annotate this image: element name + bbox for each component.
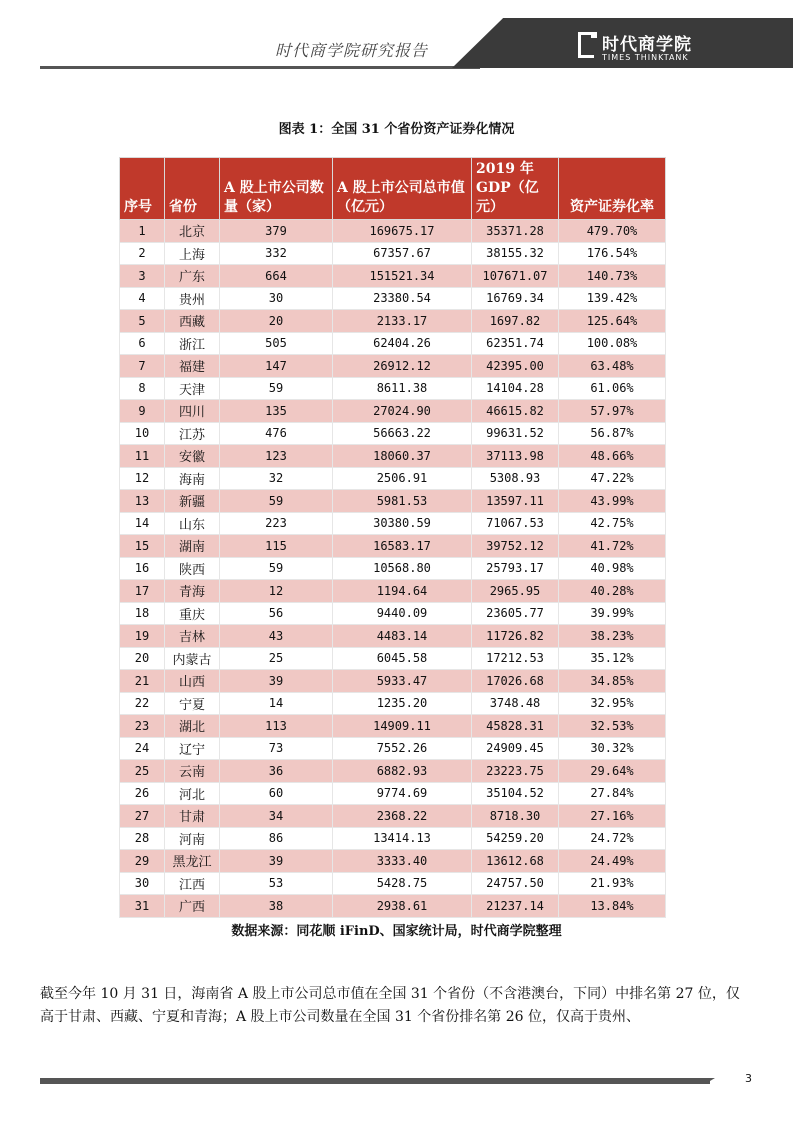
cell-company-count: 59 [220, 557, 333, 580]
cell-company-count: 59 [220, 377, 333, 400]
table-row [120, 737, 666, 760]
cell-securitization-rate: 29.64% [559, 760, 666, 783]
table-row [120, 647, 666, 670]
table-row [120, 670, 666, 693]
table-row [120, 872, 666, 895]
cell-market-value: 4483.14 [333, 625, 472, 648]
cell-province: 广东 [165, 265, 220, 288]
cell-securitization-rate: 40.98% [559, 557, 666, 580]
cell-securitization-rate: 48.66% [559, 445, 666, 468]
cell-securitization-rate: 61.06% [559, 377, 666, 400]
cell-province: 内蒙古 [165, 647, 220, 670]
cell-market-value: 67357.67 [333, 242, 472, 265]
cell-company-count: 135 [220, 400, 333, 423]
cell-securitization-rate: 32.95% [559, 692, 666, 715]
cell-gdp: 3748.48 [472, 692, 559, 715]
table-row [120, 535, 666, 558]
cell-securitization-rate: 176.54% [559, 242, 666, 265]
cell-index: 9 [120, 400, 165, 423]
report-header-title: 时代商学院研究报告 [275, 41, 429, 60]
cell-province: 山西 [165, 670, 220, 693]
cell-market-value: 169675.17 [333, 220, 472, 243]
cell-province: 山东 [165, 512, 220, 535]
cell-index: 29 [120, 850, 165, 873]
cell-market-value: 16583.17 [333, 535, 472, 558]
cell-gdp: 17026.68 [472, 670, 559, 693]
cell-company-count: 147 [220, 355, 333, 378]
cell-market-value: 6045.58 [333, 647, 472, 670]
cell-gdp: 46615.82 [472, 400, 559, 423]
cell-market-value: 2133.17 [333, 310, 472, 333]
cell-gdp: 35371.28 [472, 220, 559, 243]
cell-market-value: 5933.47 [333, 670, 472, 693]
footer-rule [40, 1078, 710, 1084]
cell-company-count: 25 [220, 647, 333, 670]
cell-market-value: 1235.20 [333, 692, 472, 715]
cell-province: 青海 [165, 580, 220, 603]
table-row [120, 580, 666, 603]
cell-gdp: 17212.53 [472, 647, 559, 670]
cell-gdp: 45828.31 [472, 715, 559, 738]
cell-gdp: 11726.82 [472, 625, 559, 648]
table-row [120, 445, 666, 468]
cell-province: 云南 [165, 760, 220, 783]
cell-gdp: 21237.14 [472, 895, 559, 918]
cell-gdp: 99631.52 [472, 422, 559, 445]
cell-index: 7 [120, 355, 165, 378]
cell-securitization-rate: 57.97% [559, 400, 666, 423]
cell-securitization-rate: 24.72% [559, 827, 666, 850]
table-row [120, 467, 666, 490]
table-row [120, 625, 666, 648]
cell-company-count: 113 [220, 715, 333, 738]
cell-gdp: 25793.17 [472, 557, 559, 580]
cell-gdp: 2965.95 [472, 580, 559, 603]
cell-province: 西藏 [165, 310, 220, 333]
cell-index: 13 [120, 490, 165, 513]
cell-province: 宁夏 [165, 692, 220, 715]
cell-gdp: 13597.11 [472, 490, 559, 513]
cell-province: 辽宁 [165, 737, 220, 760]
cell-gdp: 35104.52 [472, 782, 559, 805]
cell-gdp: 37113.98 [472, 445, 559, 468]
cell-company-count: 223 [220, 512, 333, 535]
cell-gdp: 16769.34 [472, 287, 559, 310]
cell-index: 2 [120, 242, 165, 265]
cell-province: 天津 [165, 377, 220, 400]
cell-province: 湖南 [165, 535, 220, 558]
cell-province: 福建 [165, 355, 220, 378]
cell-company-count: 73 [220, 737, 333, 760]
cell-company-count: 39 [220, 850, 333, 873]
table-row [120, 490, 666, 513]
table-row [120, 827, 666, 850]
cell-company-count: 14 [220, 692, 333, 715]
cell-index: 10 [120, 422, 165, 445]
cell-index: 1 [120, 220, 165, 243]
cell-company-count: 34 [220, 805, 333, 828]
cell-index: 21 [120, 670, 165, 693]
cell-market-value: 9774.69 [333, 782, 472, 805]
cell-gdp: 71067.53 [472, 512, 559, 535]
cell-province: 浙江 [165, 332, 220, 355]
table-row [120, 355, 666, 378]
cell-securitization-rate: 21.93% [559, 872, 666, 895]
cell-market-value: 2368.22 [333, 805, 472, 828]
cell-market-value: 7552.26 [333, 737, 472, 760]
cell-company-count: 43 [220, 625, 333, 648]
cell-index: 15 [120, 535, 165, 558]
cell-securitization-rate: 41.72% [559, 535, 666, 558]
cell-index: 11 [120, 445, 165, 468]
cell-company-count: 12 [220, 580, 333, 603]
cell-index: 31 [120, 895, 165, 918]
cell-company-count: 30 [220, 287, 333, 310]
cell-gdp: 24757.50 [472, 872, 559, 895]
cell-securitization-rate: 13.84% [559, 895, 666, 918]
table-row [120, 760, 666, 783]
col-header-index: 序号 [120, 158, 165, 220]
table-row [120, 287, 666, 310]
cell-securitization-rate: 38.23% [559, 625, 666, 648]
cell-index: 3 [120, 265, 165, 288]
cell-market-value: 62404.26 [333, 332, 472, 355]
table-row [120, 377, 666, 400]
cell-index: 22 [120, 692, 165, 715]
table-row [120, 782, 666, 805]
cell-gdp: 5308.93 [472, 467, 559, 490]
cell-market-value: 3333.40 [333, 850, 472, 873]
table-row [120, 310, 666, 333]
logo-name-cn: 时代商学院 [602, 35, 692, 55]
cell-market-value: 8611.38 [333, 377, 472, 400]
cell-province: 吉林 [165, 625, 220, 648]
footer-rule-end [705, 1078, 715, 1084]
cell-market-value: 56663.22 [333, 422, 472, 445]
cell-securitization-rate: 35.12% [559, 647, 666, 670]
cell-market-value: 5981.53 [333, 490, 472, 513]
cell-gdp: 14104.28 [472, 377, 559, 400]
cell-company-count: 476 [220, 422, 333, 445]
table-row [120, 220, 666, 243]
cell-index: 25 [120, 760, 165, 783]
table-row [120, 602, 666, 625]
cell-province: 河北 [165, 782, 220, 805]
cell-market-value: 2938.61 [333, 895, 472, 918]
cell-index: 23 [120, 715, 165, 738]
header-rule [40, 66, 480, 69]
cell-index: 18 [120, 602, 165, 625]
cell-province: 江苏 [165, 422, 220, 445]
cell-market-value: 26912.12 [333, 355, 472, 378]
cell-company-count: 32 [220, 467, 333, 490]
cell-securitization-rate: 47.22% [559, 467, 666, 490]
cell-index: 27 [120, 805, 165, 828]
cell-index: 4 [120, 287, 165, 310]
cell-securitization-rate: 479.70% [559, 220, 666, 243]
cell-index: 24 [120, 737, 165, 760]
cell-company-count: 115 [220, 535, 333, 558]
cell-securitization-rate: 40.28% [559, 580, 666, 603]
cell-province: 新疆 [165, 490, 220, 513]
cell-index: 17 [120, 580, 165, 603]
cell-company-count: 39 [220, 670, 333, 693]
col-header-securitization-rate: 资产证券化率 [559, 158, 666, 220]
table-row [120, 422, 666, 445]
cell-market-value: 151521.34 [333, 265, 472, 288]
cell-securitization-rate: 27.16% [559, 805, 666, 828]
cell-index: 16 [120, 557, 165, 580]
table-header-row [120, 158, 666, 220]
cell-gdp: 24909.45 [472, 737, 559, 760]
table-row [120, 242, 666, 265]
cell-company-count: 505 [220, 332, 333, 355]
cell-company-count: 60 [220, 782, 333, 805]
cell-market-value: 23380.54 [333, 287, 472, 310]
cell-index: 30 [120, 872, 165, 895]
cell-securitization-rate: 30.32% [559, 737, 666, 760]
table-row [120, 265, 666, 288]
cell-securitization-rate: 140.73% [559, 265, 666, 288]
data-source-note: 数据来源：同花顺 iFinD、国家统计局，时代商学院整理 [231, 924, 562, 939]
table-row [120, 332, 666, 355]
cell-province: 海南 [165, 467, 220, 490]
cell-company-count: 56 [220, 602, 333, 625]
col-header-province: 省份 [165, 158, 220, 220]
cell-index: 28 [120, 827, 165, 850]
cell-province: 贵州 [165, 287, 220, 310]
cell-province: 河南 [165, 827, 220, 850]
cell-company-count: 664 [220, 265, 333, 288]
cell-province: 重庆 [165, 602, 220, 625]
cell-index: 6 [120, 332, 165, 355]
cell-index: 5 [120, 310, 165, 333]
cell-index: 14 [120, 512, 165, 535]
cell-index: 8 [120, 377, 165, 400]
cell-market-value: 30380.59 [333, 512, 472, 535]
col-header-market-value: A 股上市公司总市值（亿元） [333, 158, 472, 220]
cell-province: 江西 [165, 872, 220, 895]
cell-company-count: 86 [220, 827, 333, 850]
cell-company-count: 53 [220, 872, 333, 895]
cell-province: 北京 [165, 220, 220, 243]
cell-market-value: 13414.13 [333, 827, 472, 850]
cell-company-count: 20 [220, 310, 333, 333]
cell-securitization-rate: 27.84% [559, 782, 666, 805]
body-paragraph: 截至今年 10 月 31 日，海南省 A 股上市公司总市值在全国 31 个省份（不含港澳台，下同）中排名第 27 位，仅高于甘肃、西藏、宁夏和青海；A 股上市公司数量在全国 31 个省份排名第 26 位，仅高于贵州、 [40, 986, 740, 1025]
cell-securitization-rate: 24.49% [559, 850, 666, 873]
cell-gdp: 8718.30 [472, 805, 559, 828]
cell-gdp: 1697.82 [472, 310, 559, 333]
cell-market-value: 2506.91 [333, 467, 472, 490]
cell-gdp: 13612.68 [472, 850, 559, 873]
cell-market-value: 1194.64 [333, 580, 472, 603]
cell-securitization-rate: 42.75% [559, 512, 666, 535]
cell-market-value: 5428.75 [333, 872, 472, 895]
table-row [120, 895, 666, 918]
cell-province: 甘肃 [165, 805, 220, 828]
cell-securitization-rate: 34.85% [559, 670, 666, 693]
cell-market-value: 10568.80 [333, 557, 472, 580]
table-row [120, 512, 666, 535]
figure-title: 图表 1：全国 31 个省份资产证券化情况 [278, 122, 515, 137]
cell-gdp: 62351.74 [472, 332, 559, 355]
cell-securitization-rate: 100.08% [559, 332, 666, 355]
table-row [120, 692, 666, 715]
col-header-company-count: A 股上市公司数量（家） [220, 158, 333, 220]
cell-securitization-rate: 32.53% [559, 715, 666, 738]
cell-securitization-rate: 56.87% [559, 422, 666, 445]
cell-province: 四川 [165, 400, 220, 423]
table-row [120, 400, 666, 423]
cell-province: 上海 [165, 242, 220, 265]
cell-securitization-rate: 63.48% [559, 355, 666, 378]
cell-market-value: 18060.37 [333, 445, 472, 468]
cell-securitization-rate: 39.99% [559, 602, 666, 625]
cell-province: 黑龙江 [165, 850, 220, 873]
col-header-gdp: 2019 年 GDP（亿元） [472, 158, 559, 220]
cell-securitization-rate: 125.64% [559, 310, 666, 333]
cell-securitization-rate: 43.99% [559, 490, 666, 513]
cell-securitization-rate: 139.42% [559, 287, 666, 310]
cell-gdp: 54259.20 [472, 827, 559, 850]
logo-mark-icon [578, 32, 594, 58]
cell-gdp: 38155.32 [472, 242, 559, 265]
cell-index: 12 [120, 467, 165, 490]
cell-gdp: 23223.75 [472, 760, 559, 783]
cell-index: 20 [120, 647, 165, 670]
table-row [120, 557, 666, 580]
table-row [120, 850, 666, 873]
cell-company-count: 379 [220, 220, 333, 243]
cell-gdp: 23605.77 [472, 602, 559, 625]
cell-market-value: 27024.90 [333, 400, 472, 423]
page-number: 3 [745, 1072, 752, 1085]
cell-index: 19 [120, 625, 165, 648]
cell-gdp: 39752.12 [472, 535, 559, 558]
table-row [120, 715, 666, 738]
cell-market-value: 9440.09 [333, 602, 472, 625]
securitization-table [119, 157, 666, 918]
cell-company-count: 38 [220, 895, 333, 918]
cell-province: 广西 [165, 895, 220, 918]
cell-market-value: 14909.11 [333, 715, 472, 738]
logo-name-en: TIMES THINKTANK [602, 53, 689, 62]
cell-province: 安徽 [165, 445, 220, 468]
cell-company-count: 332 [220, 242, 333, 265]
cell-province: 湖北 [165, 715, 220, 738]
cell-gdp: 42395.00 [472, 355, 559, 378]
cell-province: 陕西 [165, 557, 220, 580]
cell-index: 26 [120, 782, 165, 805]
table-row [120, 805, 666, 828]
cell-company-count: 59 [220, 490, 333, 513]
cell-gdp: 107671.07 [472, 265, 559, 288]
cell-company-count: 36 [220, 760, 333, 783]
cell-company-count: 123 [220, 445, 333, 468]
cell-market-value: 6882.93 [333, 760, 472, 783]
